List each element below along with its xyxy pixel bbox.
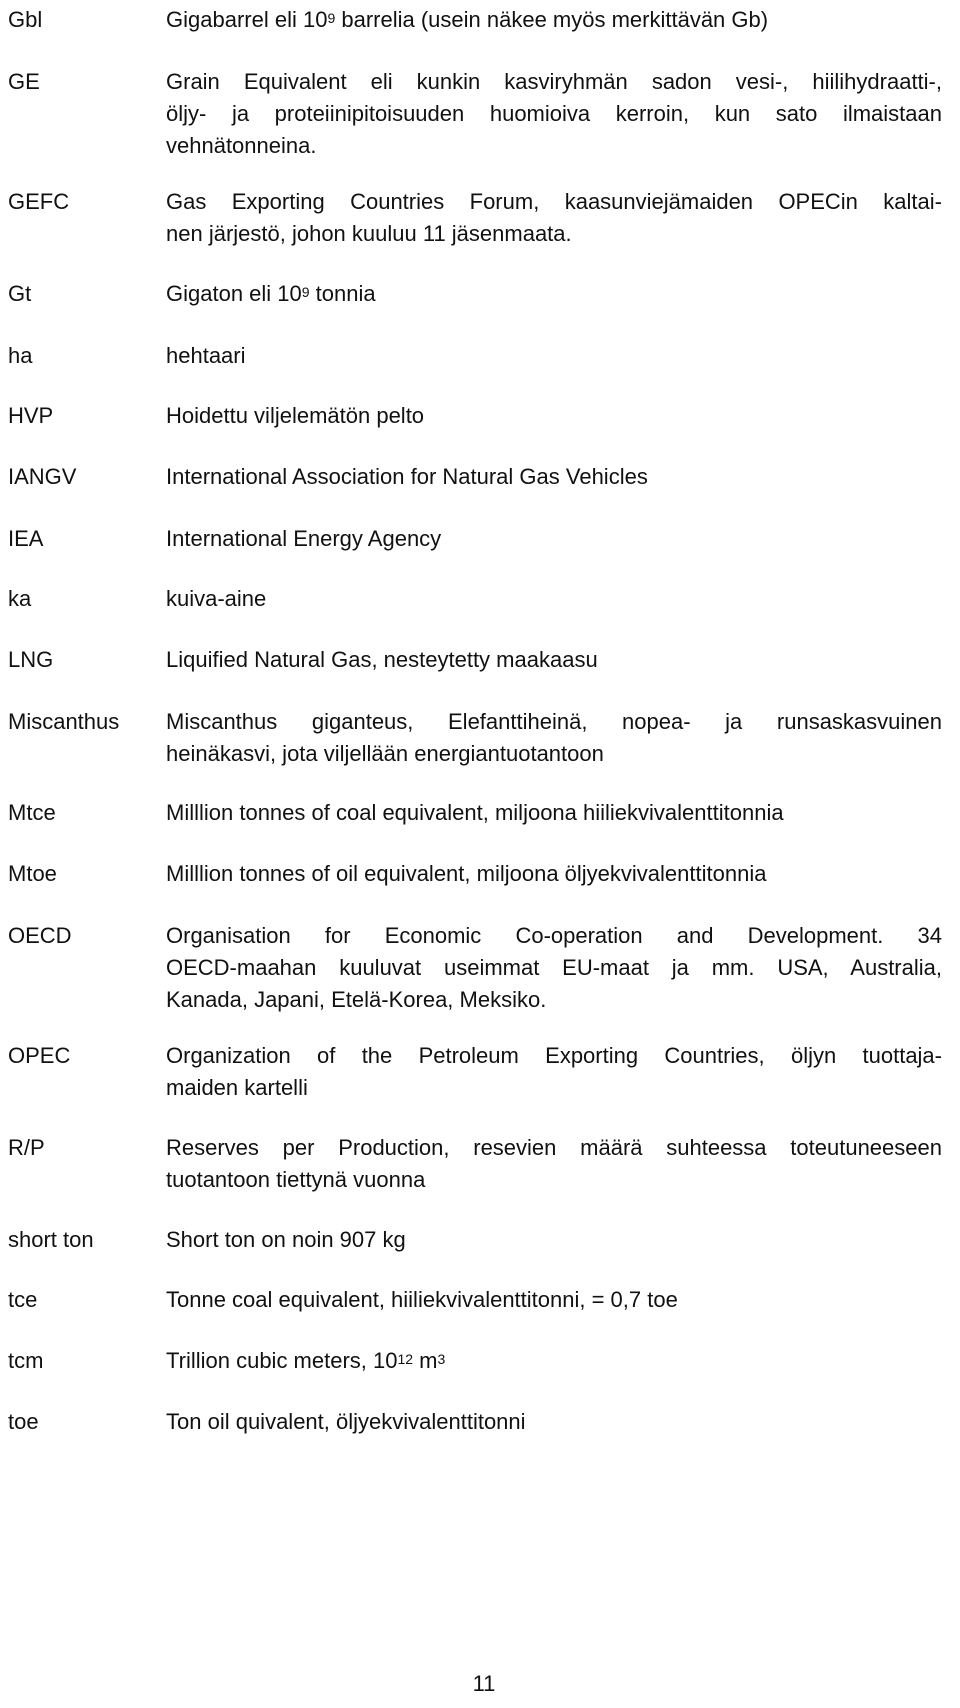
definition: Gigabarrel eli $10^9$ barrelia (usein näkee myös merkittävän Gb)	[166, 7, 769, 32]
definition: Gas Exporting Countries Forum, kaasunviejämaiden OPECin kaltai- nen järjestö, johon kuuluu 11 jäsenmaata.	[166, 189, 942, 246]
term: Mtoe	[8, 861, 57, 886]
definition: Reserves per Production, resevien määrä suhteessa toteutuneeseen tuotantoon tiettynä vuonna	[166, 1135, 942, 1192]
term: GE	[8, 69, 40, 94]
definition: Miscanthus giganteus, Elefanttiheinä, nopea- ja runsaskasvuinen heinäkasvi, jota viljellään energiantuotantoon	[166, 709, 942, 766]
term: Gbl	[8, 7, 43, 32]
definition: Liquified Natural Gas, nesteytetty maakaasu	[166, 647, 598, 672]
term: ha	[8, 343, 33, 368]
definition: Trillion cubic meters, $10^{12}$ $m^3$	[166, 1348, 446, 1373]
term: OECD	[8, 923, 72, 948]
definition: Organization of the Petroleum Exporting Countries, öljyn tuottaja- maiden kartelli	[166, 1043, 942, 1100]
definition: Short ton on noin 907 kg	[166, 1227, 406, 1252]
term: tce	[8, 1287, 38, 1312]
term: OPEC	[8, 1043, 71, 1068]
definition: Ton oil quivalent, öljyekvivalenttitonni	[166, 1409, 526, 1434]
definition: Grain Equivalent eli kunkin kasviryhmän sadon vesi-, hiilihydraatti-, öljy- ja proteiinipitoisuuden huomioiva kerroin, kun sato ilmaistaan vehnätonneina.	[166, 69, 942, 158]
definition: Tonne coal equivalent, hiiliekvivalenttitonni, = 0,7 toe	[166, 1287, 678, 1312]
term: short ton	[8, 1227, 94, 1252]
definition: kuiva-aine	[166, 586, 267, 611]
definition: International Energy Agency	[166, 526, 442, 551]
term: LNG	[8, 647, 54, 672]
term: IANGV	[8, 464, 77, 489]
term: IEA	[8, 526, 44, 551]
term: GEFC	[8, 189, 70, 214]
definition: International Association for Natural Gas Vehicles	[166, 464, 648, 489]
term: Gt	[8, 281, 32, 306]
definition: Milllion tonnes of oil equivalent, miljoona öljyekvivalenttitonnia	[166, 861, 767, 886]
definition: Gigaton eli $10^9$ tonnia	[166, 281, 376, 306]
term: toe	[8, 1409, 39, 1434]
term: Mtce	[8, 800, 56, 825]
term: ka	[8, 586, 32, 611]
term: HVP	[8, 403, 54, 428]
definition: hehtaari	[166, 343, 246, 368]
term: R/P	[8, 1135, 45, 1160]
page-number: 11	[472, 1671, 496, 1696]
term: Miscanthus	[8, 709, 120, 734]
term: tcm	[8, 1348, 44, 1373]
definition: Hoidettu viljelemätön pelto	[166, 403, 425, 428]
definition: Milllion tonnes of coal equivalent, miljoona hiiliekvivalenttitonnia	[166, 800, 784, 825]
definition: Organisation for Economic Co-operation and Development. 34 OECD-maahan kuuluvat useimmat EU-maat ja mm. USA, Australia, Kanada, Japani, Etelä-Korea, Meksiko.	[166, 923, 942, 1012]
